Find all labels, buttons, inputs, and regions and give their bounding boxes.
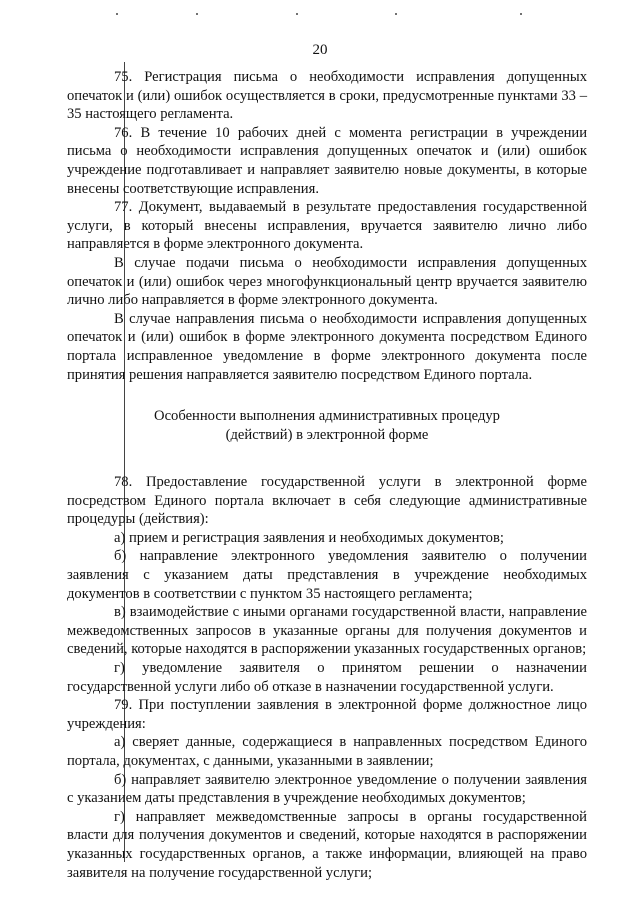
scan-speck (520, 13, 522, 15)
paragraph-77-portal: В случае направления письма о необходимости исправления допущенных опечаток и (или) ошибок в форме электронного документа посредством Единого портала исправленное уведомление в форме электронного документа после принятия решения направляется заявителю посредством Единого портала. (67, 310, 587, 383)
paragraph-78-a: а) прием и регистрация заявления и необходимых документов; (114, 529, 504, 546)
paragraph-78-v: в) взаимодействие с иными органами государственной власти, направление межведомственных запросов в указанные органы для получения документов и сведений, которые находятся в распоряжении указанных государственных органов; (67, 604, 587, 658)
paragraph-79: 79. При поступлении заявления в электронной форме должностное лицо учреждения: (67, 697, 587, 732)
paragraph-79-a: а) сверяет данные, содержащиеся в направленных посредством Единого портала, документах, с данными, указанными в заявлении; (67, 734, 587, 769)
scan-speck (116, 13, 118, 15)
section-heading-line-1: Особенности выполнения административных процедур (154, 408, 500, 425)
paragraph-78: 78. Предоставление государственной услуги в электронной форме посредством Единого портала включает в себя следующие административные процедуры (действия): (67, 474, 587, 528)
section-heading-line-2: (действий) в электронной форме (225, 427, 429, 444)
paragraph-75: 75. Регистрация письма о необходимости исправления допущенных опечаток и (или) ошибок осуществляется в сроки, предусмотренные пунктами 33 – 35 настоящего регламента. (67, 69, 587, 123)
scan-speck (296, 13, 298, 15)
paragraph-79-g: г) направляет межведомственные запросы в органы государственной власти для получения документов и сведений, которые находятся в распоряжении указанных государственных органов, а также информации, влияющей на право заявителя на получение государственной услуги; (67, 808, 587, 881)
scan-speck (395, 13, 397, 15)
paragraph-76: 76. В течение 10 рабочих дней с момента регистрации в учреждении письма о необходимости исправления допущенных опечаток и (или) ошибок учреждение подготавливает и направляет заявителю новые документы, в которые внесены соответствующие исправления. (67, 124, 587, 197)
paragraph-79-b: б) направляет заявителю электронное уведомление о получении заявления с указанием даты представления в учреждение необходимых документов; (67, 771, 587, 807)
document-body (67, 68, 587, 882)
scan-speck (196, 13, 198, 15)
paragraph-77-mfc: В случае подачи письма о необходимости исправления допущенных опечаток и (или) ошибок через многофункциональный центр вручается заявителю лично либо направляется в форме электронного документа. (67, 254, 587, 309)
section-heading (67, 407, 587, 445)
paragraph-77: 77. Документ, выдаваемый в результате предоставления государственной услуги, в который внесены исправления, вручается заявителю лично либо направляется в форме электронного документа. (67, 199, 587, 253)
paragraph-78-b: б) направление электронного уведомления заявителю о получении заявления с указанием даты представления в учреждение необходимых документов в соответствии с пунктом 35 настоящего регламента; (67, 548, 587, 602)
page-number: 20 (312, 42, 328, 58)
paragraph-78-g: г) уведомление заявителя о принятом решении о назначении государственной услуги либо об отказе в назначении государственной услуги. (67, 660, 587, 695)
